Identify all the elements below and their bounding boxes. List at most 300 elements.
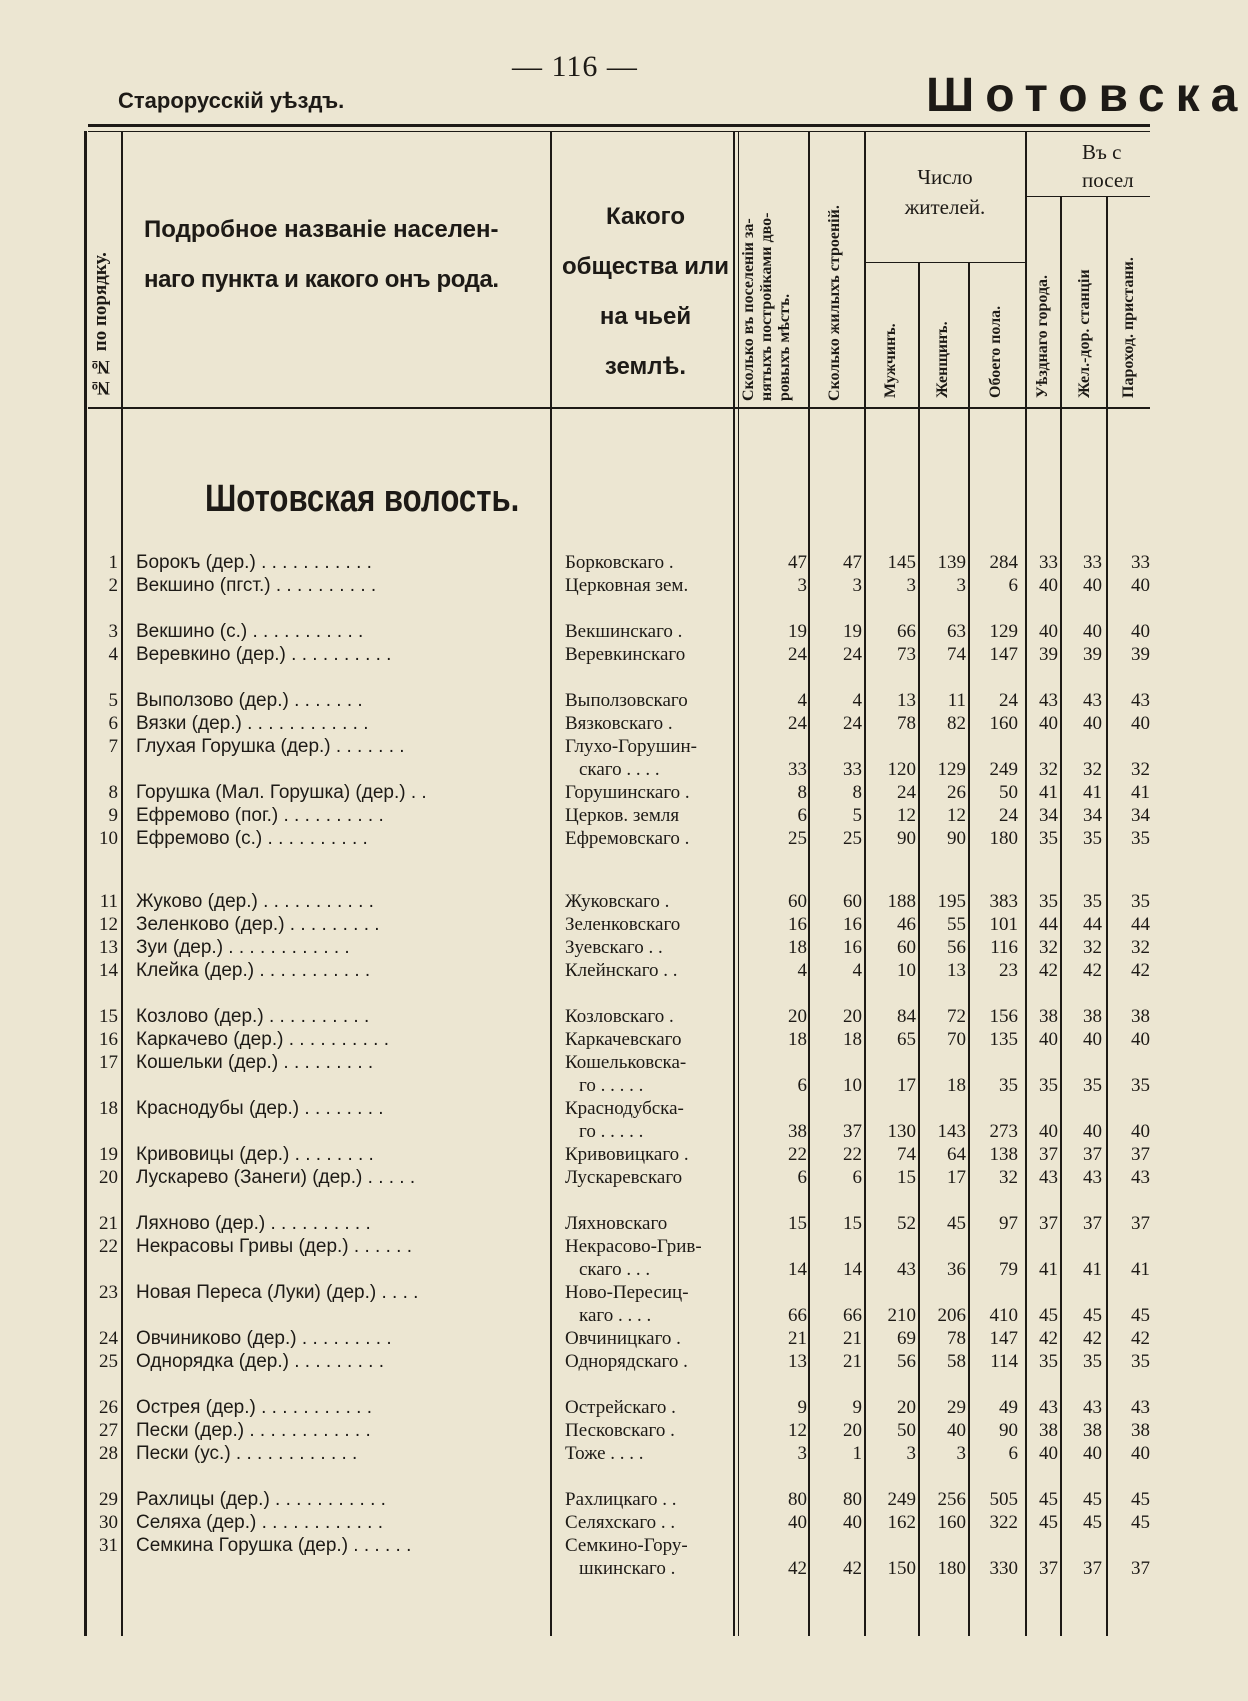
row-number: 14 bbox=[99, 960, 118, 981]
table-row bbox=[0, 1511, 1150, 1534]
cell-men: 90 bbox=[897, 828, 916, 849]
cell-men: 162 bbox=[887, 1512, 916, 1533]
settlement-name: Клейка (дер.) . . . . . . . . . . . bbox=[136, 960, 371, 981]
table-row bbox=[0, 890, 1150, 913]
cell-dwellings: 19 bbox=[788, 621, 807, 642]
row-number: 5 bbox=[108, 690, 118, 711]
cell-buildings: 18 bbox=[843, 1029, 862, 1050]
cell-men: 73 bbox=[897, 644, 916, 665]
header-col-population-line2: жителей. bbox=[904, 195, 986, 219]
cell-dwellings: 3 bbox=[797, 1443, 807, 1464]
cell-dist-pier: 40 bbox=[1131, 621, 1150, 642]
header-col-distance-group bbox=[1060, 138, 1150, 194]
table-row bbox=[0, 574, 1150, 597]
society-name: Зеленковскаго bbox=[565, 914, 681, 935]
cell-total: 135 bbox=[989, 1029, 1018, 1050]
cell-women: 256 bbox=[937, 1489, 966, 1510]
header-col-name-line2: наго пункта и какого онъ рода. bbox=[144, 266, 499, 293]
cell-dist-pier: 45 bbox=[1131, 1512, 1150, 1533]
table-row bbox=[0, 1235, 1150, 1280]
header-col-society-line2: общества или bbox=[561, 253, 730, 280]
cell-dist-rail: 43 bbox=[1083, 1397, 1102, 1418]
cell-men: 24 bbox=[897, 782, 916, 803]
cell-men: 15 bbox=[897, 1167, 916, 1188]
cell-women: 17 bbox=[947, 1167, 966, 1188]
cell-women: 160 bbox=[937, 1512, 966, 1533]
settlement-name: Векшино (пгст.) . . . . . . . . . . bbox=[136, 575, 377, 596]
table-row bbox=[0, 1028, 1150, 1051]
settlement-name: Борокъ (дер.) . . . . . . . . . . . bbox=[136, 552, 372, 573]
cell-dist-rail: 40 bbox=[1083, 1121, 1102, 1142]
cell-women: 129 bbox=[937, 759, 966, 780]
cell-women: 29 bbox=[947, 1397, 966, 1418]
cell-women: 12 bbox=[947, 805, 966, 826]
table-row bbox=[0, 1005, 1150, 1028]
row-number: 13 bbox=[99, 937, 118, 958]
header-col-dwellings: Сколько въ поселеніи за- нятыхъ постройками дво- ровыхъ мѣстъ. bbox=[740, 212, 793, 401]
cell-total: 116 bbox=[990, 937, 1018, 958]
cell-total: 505 bbox=[989, 1489, 1018, 1510]
cell-dist-rail: 40 bbox=[1083, 713, 1102, 734]
cell-total: 160 bbox=[989, 713, 1018, 734]
cell-men: 130 bbox=[887, 1121, 916, 1142]
settlement-name: Горушка (Мал. Горушка) (дер.) . . bbox=[136, 782, 427, 803]
society-name: Церков. земля bbox=[565, 805, 680, 826]
distance-sub-rule bbox=[1027, 196, 1150, 197]
settlement-name: Некрасовы Гривы (дер.) . . . . . . bbox=[136, 1236, 412, 1257]
cell-total: 97 bbox=[999, 1213, 1018, 1234]
cell-dist-pier: 40 bbox=[1131, 1029, 1150, 1050]
cell-dist-rail: 35 bbox=[1083, 828, 1102, 849]
settlement-name: Ефремово (с.) . . . . . . . . . . bbox=[136, 828, 368, 849]
cell-buildings: 14 bbox=[843, 1259, 862, 1280]
society-name: Рахлицкаго . . bbox=[565, 1489, 677, 1510]
cell-dist-pier: 41 bbox=[1131, 782, 1150, 803]
society-name-cont: го . . . . . bbox=[579, 1075, 644, 1096]
cell-dist-pier: 43 bbox=[1131, 690, 1150, 711]
cell-women: 56 bbox=[947, 937, 966, 958]
cell-women: 143 bbox=[937, 1121, 966, 1142]
cell-men: 17 bbox=[897, 1075, 916, 1096]
cell-buildings: 4 bbox=[852, 960, 862, 981]
cell-men: 56 bbox=[897, 1351, 916, 1372]
cell-dist-pier: 37 bbox=[1131, 1144, 1150, 1165]
cell-women: 64 bbox=[947, 1144, 966, 1165]
cell-dist-town: 45 bbox=[1039, 1305, 1058, 1326]
cell-buildings: 24 bbox=[843, 644, 862, 665]
cell-total: 129 bbox=[989, 621, 1018, 642]
cell-total: 101 bbox=[989, 914, 1018, 935]
cell-dist-town: 43 bbox=[1039, 690, 1058, 711]
society-name: Ново-Пересиц- bbox=[565, 1282, 689, 1303]
settlement-name: Зуи (дер.) . . . . . . . . . . . . bbox=[136, 937, 350, 958]
cell-dist-town: 40 bbox=[1039, 621, 1058, 642]
settlement-name: Овчиниково (дер.) . . . . . . . . . bbox=[136, 1328, 392, 1349]
society-name: Острейскаго . bbox=[565, 1397, 676, 1418]
cell-total: 410 bbox=[989, 1305, 1018, 1326]
cell-dwellings: 24 bbox=[788, 644, 807, 665]
cell-dist-pier: 35 bbox=[1131, 828, 1150, 849]
cell-dist-pier: 32 bbox=[1131, 937, 1150, 958]
settlement-name: Краснодубы (дер.) . . . . . . . . bbox=[136, 1098, 384, 1119]
cell-buildings: 47 bbox=[843, 552, 862, 573]
header-col-distance-line2: посел bbox=[1082, 168, 1134, 192]
cell-buildings: 37 bbox=[843, 1121, 862, 1142]
cell-dist-town: 37 bbox=[1039, 1558, 1058, 1579]
cell-dist-town: 40 bbox=[1039, 713, 1058, 734]
cell-total: 35 bbox=[999, 1075, 1018, 1096]
row-number: 3 bbox=[108, 621, 118, 642]
cell-men: 145 bbox=[887, 552, 916, 573]
cell-buildings: 24 bbox=[843, 713, 862, 734]
cell-dist-town: 35 bbox=[1039, 828, 1058, 849]
cell-total: 284 bbox=[989, 552, 1018, 573]
cell-dist-town: 41 bbox=[1039, 782, 1058, 803]
cell-women: 139 bbox=[937, 552, 966, 573]
cell-women: 63 bbox=[947, 621, 966, 642]
table-row bbox=[0, 1281, 1150, 1326]
cell-dwellings: 6 bbox=[797, 1075, 807, 1096]
settlement-name: Кошельки (дер.) . . . . . . . . . bbox=[136, 1052, 374, 1073]
cell-dist-pier: 35 bbox=[1131, 1075, 1150, 1096]
row-number: 25 bbox=[99, 1351, 118, 1372]
cell-dist-town: 35 bbox=[1039, 1075, 1058, 1096]
cell-dist-rail: 37 bbox=[1083, 1213, 1102, 1234]
cell-dist-pier: 40 bbox=[1131, 713, 1150, 734]
table-row bbox=[0, 804, 1150, 827]
row-number: 11 bbox=[99, 891, 118, 912]
cell-total: 49 bbox=[999, 1397, 1018, 1418]
cell-women: 74 bbox=[947, 644, 966, 665]
row-number: 26 bbox=[99, 1397, 118, 1418]
cell-men: 65 bbox=[897, 1029, 916, 1050]
cell-total: 114 bbox=[990, 1351, 1018, 1372]
cell-dist-rail: 40 bbox=[1083, 1443, 1102, 1464]
cell-dwellings: 18 bbox=[788, 1029, 807, 1050]
society-name: Кошельковска- bbox=[565, 1052, 687, 1073]
cell-dist-rail: 40 bbox=[1083, 621, 1102, 642]
settlement-name: Однорядка (дер.) . . . . . . . . . bbox=[136, 1351, 384, 1372]
society-name: Ляхновскаго bbox=[565, 1213, 668, 1234]
cell-dist-town: 35 bbox=[1039, 1351, 1058, 1372]
row-number: 15 bbox=[99, 1006, 118, 1027]
cell-dwellings: 6 bbox=[797, 805, 807, 826]
cell-dist-town: 33 bbox=[1039, 552, 1058, 573]
cell-dist-town: 42 bbox=[1039, 960, 1058, 981]
cell-men: 52 bbox=[897, 1213, 916, 1234]
cell-dist-town: 43 bbox=[1039, 1397, 1058, 1418]
cell-dist-rail: 35 bbox=[1083, 1075, 1102, 1096]
cell-dwellings: 8 bbox=[797, 782, 807, 803]
population-sub-rule bbox=[865, 262, 1025, 263]
cell-dwellings: 38 bbox=[788, 1121, 807, 1142]
cell-dist-town: 45 bbox=[1039, 1489, 1058, 1510]
cell-dist-rail: 43 bbox=[1083, 1167, 1102, 1188]
header-col-name-line1: Подробное названіе населен- bbox=[144, 216, 499, 243]
cell-buildings: 25 bbox=[843, 828, 862, 849]
cell-men: 20 bbox=[897, 1397, 916, 1418]
cell-buildings: 10 bbox=[843, 1075, 862, 1096]
row-number: 22 bbox=[99, 1236, 118, 1257]
cell-dist-town: 34 bbox=[1039, 805, 1058, 826]
table-row bbox=[0, 1051, 1150, 1096]
cell-dist-rail: 38 bbox=[1083, 1006, 1102, 1027]
society-name: Векшинскаго . bbox=[565, 621, 683, 642]
society-name: Зуевскаго . . bbox=[565, 937, 663, 958]
cell-dist-pier: 45 bbox=[1131, 1489, 1150, 1510]
cell-dwellings: 9 bbox=[797, 1397, 807, 1418]
header-col-men: Мужчинъ. bbox=[882, 323, 899, 398]
cell-dist-town: 40 bbox=[1039, 575, 1058, 596]
cell-dist-pier: 35 bbox=[1131, 891, 1150, 912]
cell-dist-rail: 41 bbox=[1083, 1259, 1102, 1280]
settlement-name: Пески (дер.) . . . . . . . . . . . . bbox=[136, 1420, 371, 1441]
header-col-name bbox=[144, 205, 499, 305]
cell-men: 60 bbox=[897, 937, 916, 958]
cell-total: 138 bbox=[989, 1144, 1018, 1165]
top-rule-thick bbox=[88, 124, 1150, 127]
cell-women: 45 bbox=[947, 1213, 966, 1234]
settlement-name: Зеленково (дер.) . . . . . . . . . bbox=[136, 914, 380, 935]
cell-women: 206 bbox=[937, 1305, 966, 1326]
cell-dwellings: 22 bbox=[788, 1144, 807, 1165]
row-number: 2 bbox=[108, 575, 118, 596]
cell-dist-pier: 43 bbox=[1131, 1167, 1150, 1188]
cell-women: 55 bbox=[947, 914, 966, 935]
row-number: 7 bbox=[108, 736, 118, 757]
table-row bbox=[0, 643, 1150, 666]
header-col-society-line3: на чьей землѣ. bbox=[599, 303, 692, 380]
cell-dist-pier: 44 bbox=[1131, 914, 1150, 935]
cell-men: 13 bbox=[897, 690, 916, 711]
cell-dist-rail: 37 bbox=[1083, 1144, 1102, 1165]
cell-dist-pier: 40 bbox=[1131, 1121, 1150, 1142]
row-number: 29 bbox=[99, 1489, 118, 1510]
cell-women: 13 bbox=[947, 960, 966, 981]
cell-dist-town: 40 bbox=[1039, 1121, 1058, 1142]
table-row bbox=[0, 913, 1150, 936]
cell-buildings: 5 bbox=[852, 805, 862, 826]
table-row bbox=[0, 735, 1150, 780]
society-name-cont: скаго . . . bbox=[579, 1259, 651, 1280]
cell-buildings: 3 bbox=[852, 575, 862, 596]
cell-buildings: 15 bbox=[843, 1213, 862, 1234]
society-name: Козловскаго . bbox=[565, 1006, 674, 1027]
cell-total: 23 bbox=[999, 960, 1018, 981]
cell-dist-town: 44 bbox=[1039, 914, 1058, 935]
header-col-rail: Жел.-дор. станціи bbox=[1076, 269, 1093, 398]
cell-dist-town: 38 bbox=[1039, 1420, 1058, 1441]
cell-men: 3 bbox=[906, 575, 916, 596]
cell-men: 74 bbox=[897, 1144, 916, 1165]
row-number: 17 bbox=[99, 1052, 118, 1073]
cell-buildings: 16 bbox=[843, 914, 862, 935]
table-row bbox=[0, 1212, 1150, 1235]
table-row bbox=[0, 1488, 1150, 1511]
cell-buildings: 20 bbox=[843, 1420, 862, 1441]
cell-dwellings: 24 bbox=[788, 713, 807, 734]
cell-dwellings: 4 bbox=[797, 690, 807, 711]
cell-dist-town: 40 bbox=[1039, 1443, 1058, 1464]
settlement-name: Вязки (дер.) . . . . . . . . . . . . bbox=[136, 713, 369, 734]
cell-dwellings: 21 bbox=[788, 1328, 807, 1349]
cell-men: 78 bbox=[897, 713, 916, 734]
cell-men: 188 bbox=[887, 891, 916, 912]
row-number: 30 bbox=[99, 1512, 118, 1533]
cell-men: 12 bbox=[897, 805, 916, 826]
cell-men: 210 bbox=[887, 1305, 916, 1326]
cell-buildings: 9 bbox=[852, 1397, 862, 1418]
header-col-pier: Пароход. пристани. bbox=[1120, 257, 1137, 398]
row-number: 31 bbox=[99, 1535, 118, 1556]
cell-total: 147 bbox=[989, 1328, 1018, 1349]
row-number: 20 bbox=[99, 1167, 118, 1188]
cell-dist-town: 43 bbox=[1039, 1167, 1058, 1188]
cell-buildings: 16 bbox=[843, 937, 862, 958]
society-name: Некрасово-Грив- bbox=[565, 1236, 702, 1257]
cell-dist-rail: 35 bbox=[1083, 891, 1102, 912]
cell-men: 249 bbox=[887, 1489, 916, 1510]
cell-dist-rail: 42 bbox=[1083, 960, 1102, 981]
cell-women: 195 bbox=[937, 891, 966, 912]
cell-women: 90 bbox=[947, 828, 966, 849]
cell-dwellings: 15 bbox=[788, 1213, 807, 1234]
cell-total: 6 bbox=[1008, 1443, 1018, 1464]
cell-dist-town: 39 bbox=[1039, 644, 1058, 665]
table-row bbox=[0, 712, 1150, 735]
cell-total: 90 bbox=[999, 1420, 1018, 1441]
header-col-society bbox=[558, 192, 733, 392]
row-number: 19 bbox=[99, 1144, 118, 1165]
cell-total: 322 bbox=[989, 1512, 1018, 1533]
table-row bbox=[0, 1534, 1150, 1579]
society-name: Церковная зем. bbox=[565, 575, 689, 596]
cell-buildings: 66 bbox=[843, 1305, 862, 1326]
cell-dwellings: 80 bbox=[788, 1489, 807, 1510]
settlement-name: Глухая Горушка (дер.) . . . . . . . bbox=[136, 736, 405, 757]
cell-dist-pier: 43 bbox=[1131, 1397, 1150, 1418]
district-title: Старорусскій уѣздъ. bbox=[118, 88, 345, 113]
row-number: 16 bbox=[99, 1029, 118, 1050]
header-col-population bbox=[866, 162, 1024, 222]
cell-dwellings: 25 bbox=[788, 828, 807, 849]
cell-buildings: 19 bbox=[843, 621, 862, 642]
cell-buildings: 80 bbox=[843, 1489, 862, 1510]
table-row bbox=[0, 1396, 1150, 1419]
row-number: 4 bbox=[108, 644, 118, 665]
cell-total: 24 bbox=[999, 690, 1018, 711]
cell-total: 383 bbox=[989, 891, 1018, 912]
cell-women: 3 bbox=[956, 575, 966, 596]
society-name: Каркачевскаго bbox=[565, 1029, 682, 1050]
cell-dist-pier: 33 bbox=[1131, 552, 1150, 573]
cell-dwellings: 40 bbox=[788, 1512, 807, 1533]
society-name: Выползовскаго bbox=[565, 690, 688, 711]
cell-dist-rail: 40 bbox=[1083, 1029, 1102, 1050]
cell-dwellings: 66 bbox=[788, 1305, 807, 1326]
cell-buildings: 33 bbox=[843, 759, 862, 780]
cell-dist-town: 37 bbox=[1039, 1144, 1058, 1165]
table-row bbox=[0, 620, 1150, 643]
society-name-cont: скаго . . . . bbox=[579, 759, 660, 780]
settlement-name: Селяха (дер.) . . . . . . . . . . . . bbox=[136, 1512, 384, 1533]
row-number: 6 bbox=[108, 713, 118, 734]
society-name: Клейнскаго . . bbox=[565, 960, 678, 981]
settlement-name: Кривовицы (дер.) . . . . . . . . bbox=[136, 1144, 374, 1165]
header-col-total: Обоего пола. bbox=[987, 305, 1004, 398]
cell-buildings: 6 bbox=[852, 1167, 862, 1188]
cell-women: 3 bbox=[956, 1443, 966, 1464]
cell-men: 120 bbox=[887, 759, 916, 780]
header-col-town: Уѣзднаго города. bbox=[1034, 274, 1051, 398]
cell-dist-town: 35 bbox=[1039, 891, 1058, 912]
cell-dist-rail: 32 bbox=[1083, 937, 1102, 958]
row-number: 24 bbox=[99, 1328, 118, 1349]
society-name: Овчиницкаго . bbox=[565, 1328, 681, 1349]
cell-dist-town: 40 bbox=[1039, 1029, 1058, 1050]
society-name: Семкино-Гору- bbox=[565, 1535, 688, 1556]
cell-men: 66 bbox=[897, 621, 916, 642]
cell-dist-rail: 33 bbox=[1083, 552, 1102, 573]
cell-buildings: 22 bbox=[843, 1144, 862, 1165]
table-row bbox=[0, 1097, 1150, 1142]
cell-women: 11 bbox=[947, 690, 966, 711]
cell-buildings: 60 bbox=[843, 891, 862, 912]
cell-dist-rail: 34 bbox=[1083, 805, 1102, 826]
cell-dist-pier: 35 bbox=[1131, 1351, 1150, 1372]
cell-dwellings: 42 bbox=[788, 1558, 807, 1579]
society-name: Глухо-Горушин- bbox=[565, 736, 697, 757]
cell-dist-pier: 40 bbox=[1131, 1443, 1150, 1464]
cell-men: 69 bbox=[897, 1328, 916, 1349]
cell-dist-rail: 45 bbox=[1083, 1489, 1102, 1510]
society-name-cont: шкинскаго . bbox=[579, 1558, 676, 1579]
row-number: 27 bbox=[99, 1420, 118, 1441]
cell-dist-pier: 38 bbox=[1131, 1420, 1150, 1441]
cell-dwellings: 18 bbox=[788, 937, 807, 958]
cell-women: 18 bbox=[947, 1075, 966, 1096]
settlement-name: Векшино (с.) . . . . . . . . . . . bbox=[136, 621, 364, 642]
settlement-name: Новая Пересa (Луки) (дер.) . . . . bbox=[136, 1282, 419, 1303]
cell-dist-pier: 38 bbox=[1131, 1006, 1150, 1027]
cell-dist-pier: 45 bbox=[1131, 1305, 1150, 1326]
cell-men: 50 bbox=[897, 1420, 916, 1441]
cell-men: 10 bbox=[897, 960, 916, 981]
settlement-name: Выползово (дер.) . . . . . . . bbox=[136, 690, 363, 711]
section-title: Шотовская волость. bbox=[205, 478, 520, 520]
cell-total: 180 bbox=[989, 828, 1018, 849]
cell-women: 78 bbox=[947, 1328, 966, 1349]
cell-women: 58 bbox=[947, 1351, 966, 1372]
cell-dist-rail: 42 bbox=[1083, 1328, 1102, 1349]
settlement-name: Каркачево (дер.) . . . . . . . . . . bbox=[136, 1029, 390, 1050]
table-row bbox=[0, 1143, 1150, 1166]
cell-total: 249 bbox=[989, 759, 1018, 780]
table-row bbox=[0, 959, 1150, 982]
header-col-distance-line1: Въ с bbox=[1082, 140, 1122, 164]
table-row bbox=[0, 781, 1150, 804]
cell-men: 46 bbox=[897, 914, 916, 935]
page-number: — 116 — bbox=[512, 50, 638, 83]
cell-women: 40 bbox=[947, 1420, 966, 1441]
top-rule-thin bbox=[88, 131, 1150, 132]
cell-dist-rail: 43 bbox=[1083, 690, 1102, 711]
cell-women: 36 bbox=[947, 1259, 966, 1280]
cell-dist-pier: 41 bbox=[1131, 1259, 1150, 1280]
cell-dwellings: 20 bbox=[788, 1006, 807, 1027]
cell-dwellings: 6 bbox=[797, 1167, 807, 1188]
cell-dist-rail: 37 bbox=[1083, 1558, 1102, 1579]
